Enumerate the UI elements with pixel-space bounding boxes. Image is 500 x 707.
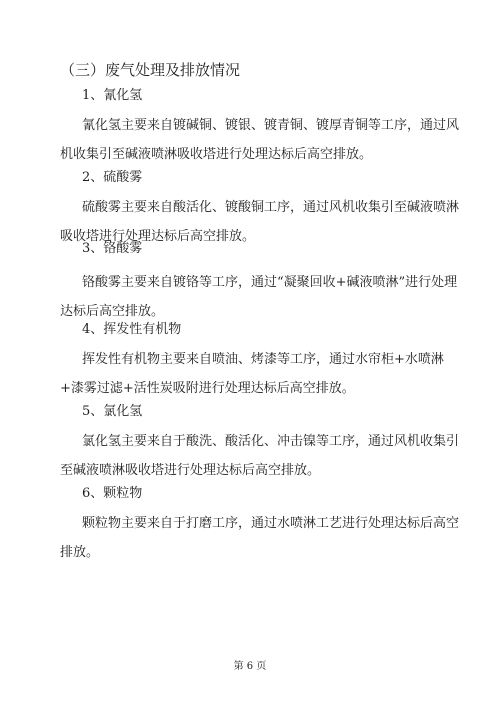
item-heading-vocs: 4、挥发性有机物 [82,322,182,337]
item-body-hydrogen-cyanide: 氰化氢主要来自镀碱铜、镀银、镀青铜、镀厚青铜等工序，通过风机收集引至碱液喷淋吸收塔进行处理达标后高空排放。 [60,118,460,162]
item-heading-particulate-matter: 6、颗粒物 [82,486,143,501]
item-heading-chromic-acid-mist: 3、铬酸雾 [82,241,143,256]
item-body-hydrogen-chloride: 氯化氢主要来自于酸洗、酸活化、冲击镍等工序，通过风机收集引至碱液喷淋吸收塔进行处理达标后高空排放。 [60,434,460,478]
section-title: （三）废气处理及排放情况 [60,61,241,79]
item-body-vocs: 挥发性有机物主要来自喷油、烤漆等工序，通过水帘柜+水喷淋+漆雾过滤+活性炭吸附进行处理达标后高空排放。 [60,352,444,396]
page-number: 第 6 页 [233,661,267,672]
item-body-chromic-acid-mist: 铬酸雾主要来自镀铬等工序，通过“凝聚回收+碱液喷淋”进行处理达标后高空排放。 [60,275,458,319]
item-body-sulfuric-acid-mist: 硫酸雾主要来自酸活化、镀酸铜工序，通过风机收集引至碱液喷淋吸收塔进行处理达标后高空排放。 [60,200,460,244]
item-heading-sulfuric-acid-mist: 2、硫酸雾 [82,170,143,185]
item-heading-hydrogen-chloride: 5、氯化氢 [82,404,143,419]
item-body-particulate-matter: 颗粒物主要来自于打磨工序，通过水喷淋工艺进行处理达标后高空排放。 [60,516,460,560]
item-heading-hydrogen-cyanide: 1、氰化氢 [82,88,143,103]
